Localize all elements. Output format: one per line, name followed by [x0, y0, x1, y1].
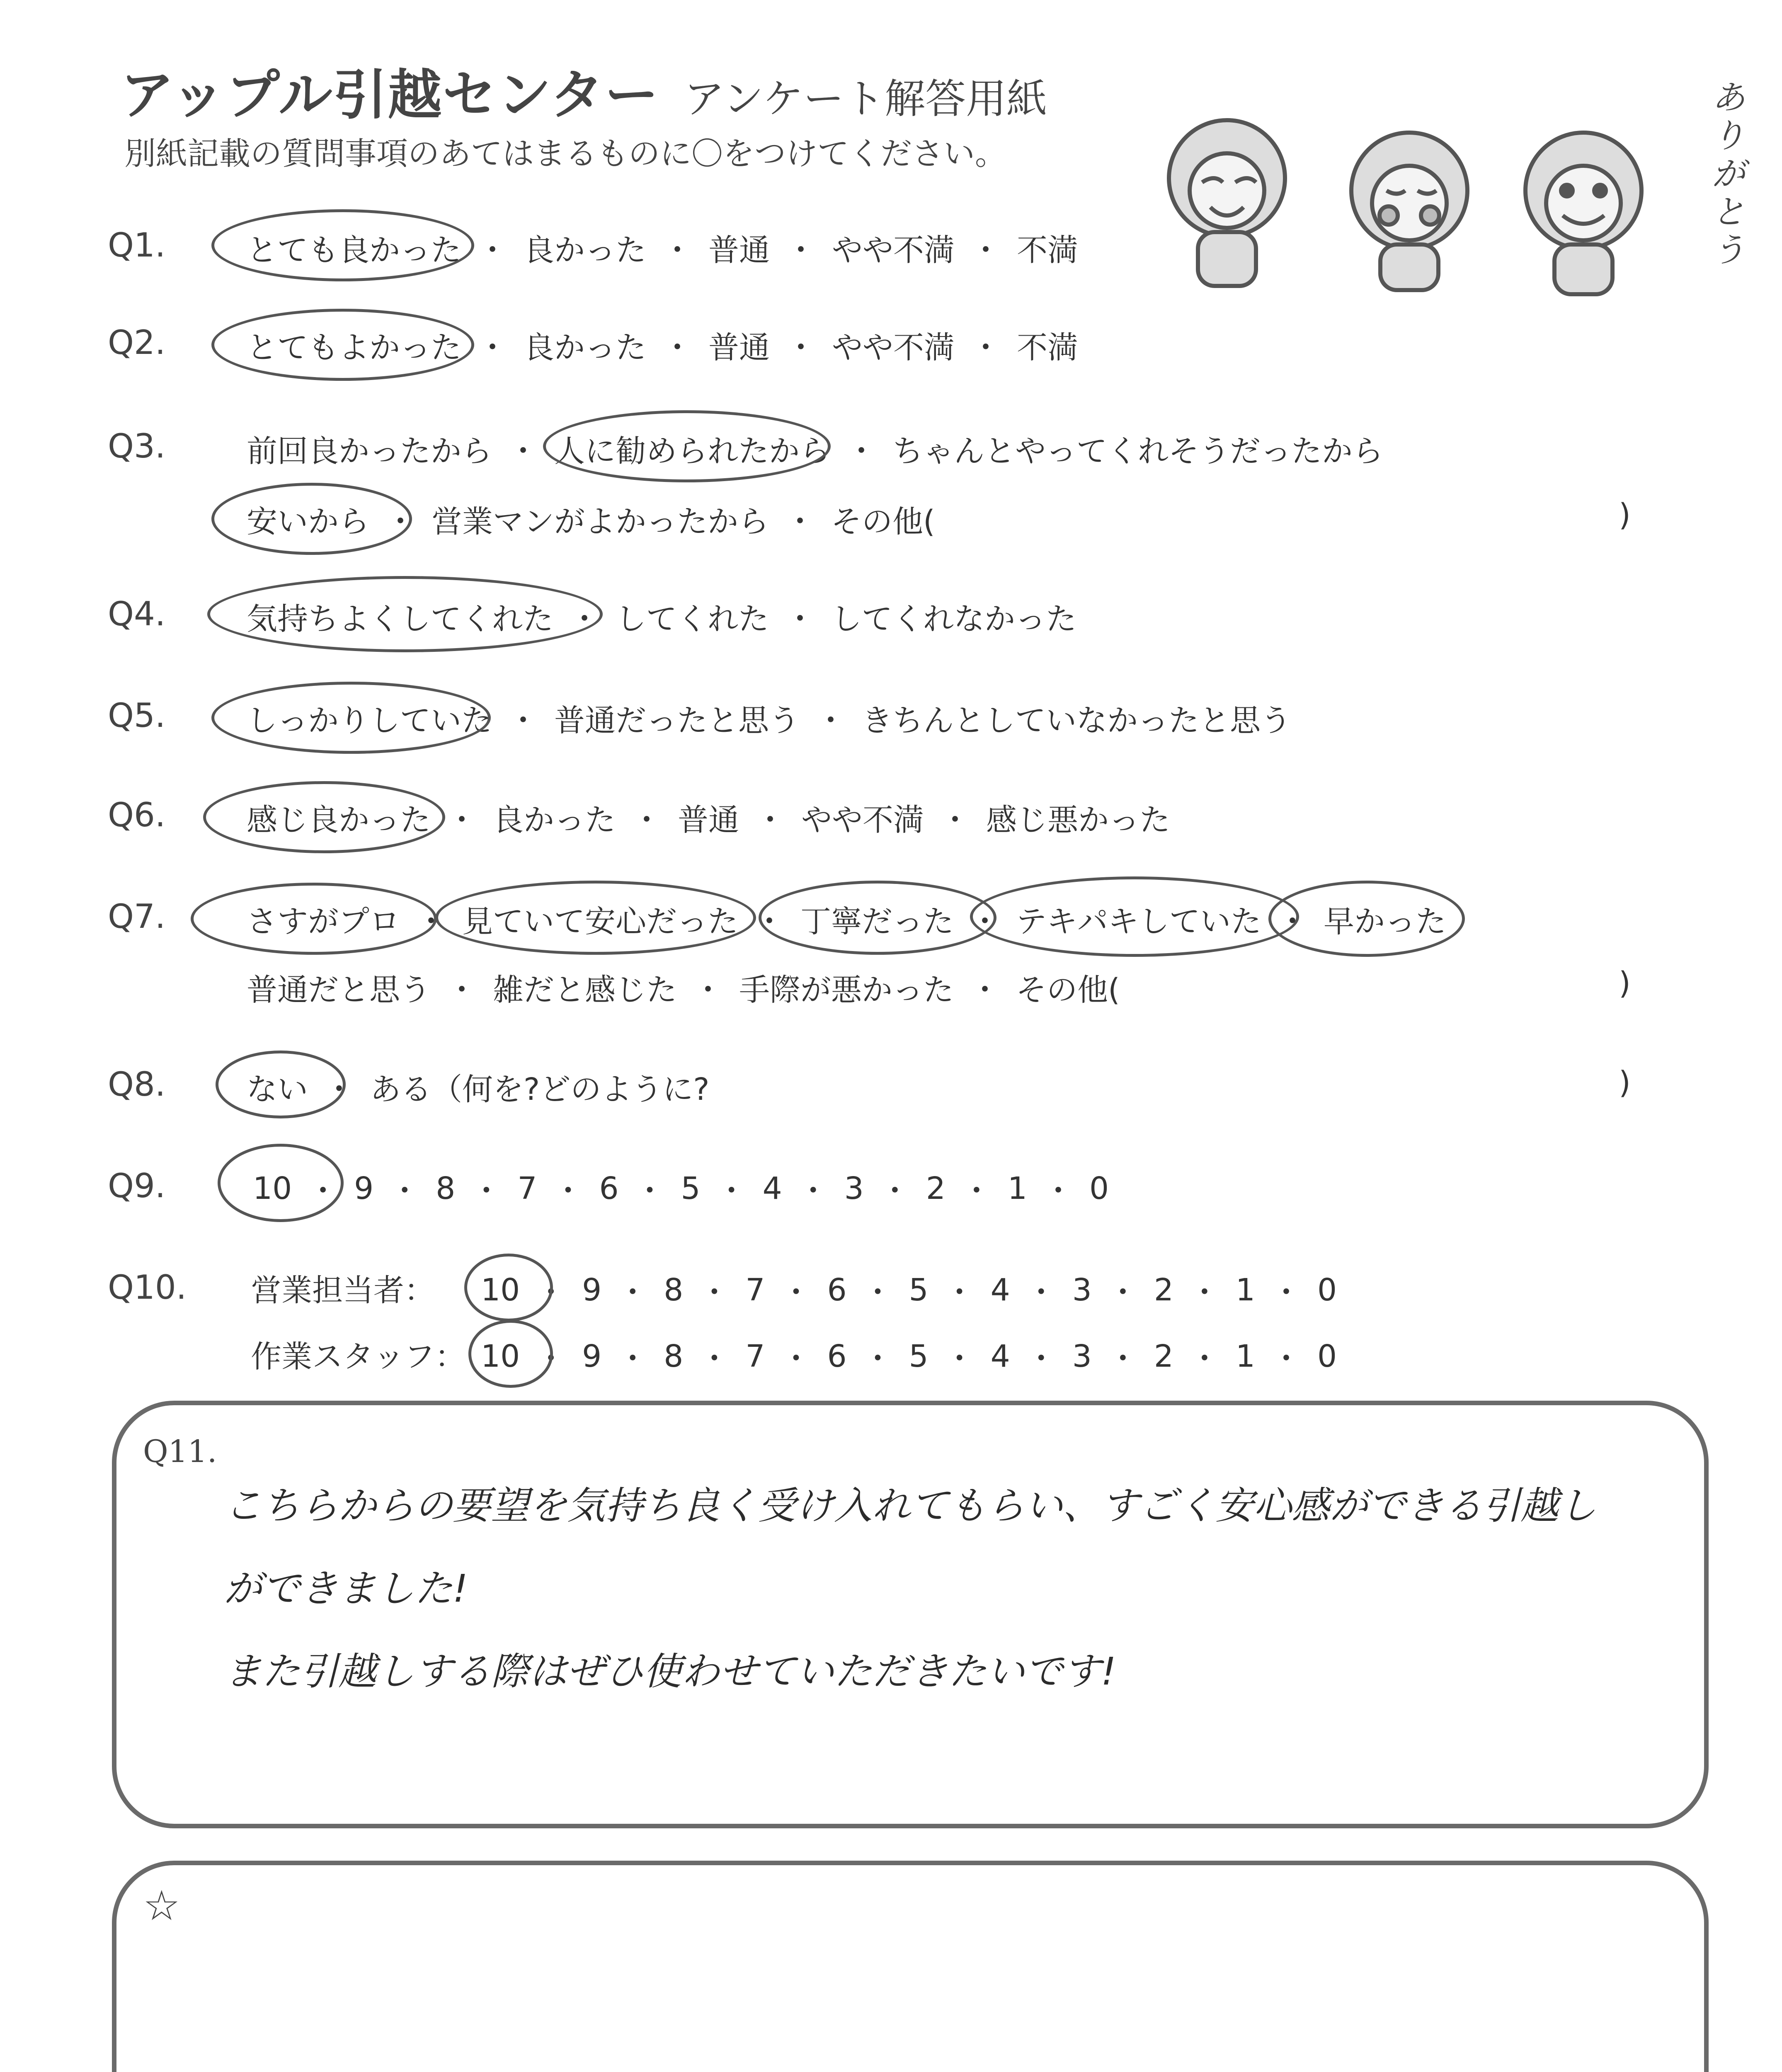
q11-comment-box[interactable] — [112, 1401, 1709, 1828]
q7-selection-circle-4 — [970, 876, 1299, 957]
q3-other-close: ) — [1619, 497, 1631, 533]
q10-sales-score-4[interactable]: 4 — [990, 1272, 1010, 1308]
q11-label: Q11. — [143, 1434, 217, 1469]
q8-option-1[interactable]: ない — [247, 1072, 308, 1107]
q7-options-row2: 普通だと思う ・ 雑だと感じた ・ 手際が悪かった ・ その他( — [247, 966, 1136, 1009]
q7-selection-circle-1 — [191, 883, 437, 955]
q7-label: Q7. — [108, 897, 166, 936]
q7-option-1[interactable]: さすがプロ — [247, 904, 400, 939]
q7-option-5[interactable]: 早かった — [1324, 904, 1446, 939]
q9-score-10[interactable]: 10 — [253, 1171, 292, 1206]
q7-selection-circle-3 — [759, 881, 996, 955]
q9-label: Q9. — [108, 1167, 166, 1205]
q9-score-9[interactable]: 9 — [354, 1171, 374, 1206]
q7-option-9[interactable]: その他( — [1016, 972, 1120, 1008]
q10-staff-score-4[interactable]: 4 — [990, 1339, 1010, 1374]
q1-option-5[interactable]: 不満 — [1017, 232, 1078, 268]
q3-option-1[interactable]: 前回良かったから — [247, 433, 492, 469]
q10-staff-score-2[interactable]: 2 — [1154, 1339, 1173, 1374]
form-title: アップル引越センター — [120, 63, 659, 126]
q7-option-8[interactable]: 手際が悪かった — [739, 972, 954, 1008]
q5-option-1[interactable]: しっかりしていた — [247, 703, 492, 738]
q8-options: ない ・ ある（何を?どのように? — [247, 1065, 725, 1109]
q10-staff-score-8[interactable]: 8 — [664, 1339, 684, 1374]
q10-sales-score-9[interactable]: 9 — [582, 1272, 602, 1308]
q5-options: しっかりしていた ・ 普通だったと思う ・ きちんとしていなかったと思う — [247, 696, 1307, 740]
q9-score-5[interactable]: 5 — [681, 1171, 701, 1206]
q2-label: Q2. — [108, 323, 166, 362]
q7-other-close: ) — [1619, 966, 1631, 1001]
q9-score-3[interactable]: 3 — [844, 1171, 864, 1206]
q10-staff-score-7[interactable]: 7 — [745, 1339, 765, 1374]
q11-comment-line-1: こちらからの要望を気持ち良く受け入れてもらい、すごく安心感ができる引越し — [224, 1484, 1597, 1528]
q7-option-7[interactable]: 雑だと感じた — [493, 972, 677, 1008]
q1-option-3[interactable]: 普通 — [708, 232, 770, 268]
q10-sales-score-8[interactable]: 8 — [664, 1272, 684, 1308]
q3-option-3[interactable]: ちゃんとやってくれそうだったから — [892, 433, 1383, 469]
q10-sales-score-5[interactable]: 5 — [909, 1272, 929, 1308]
star-comment-box[interactable] — [112, 1861, 1709, 2072]
q4-option-1[interactable]: 気持ちよくしてくれた — [247, 601, 553, 637]
q10-staff-label: 作業スタッフ： — [251, 1339, 466, 1375]
q9-score-7[interactable]: 7 — [517, 1171, 537, 1206]
q7-option-4[interactable]: テキパキしていた — [1016, 904, 1261, 939]
q10-staff-score-3[interactable]: 3 — [1072, 1339, 1092, 1374]
q10-sales-score-0[interactable]: 0 — [1317, 1272, 1337, 1308]
q6-option-3[interactable]: 普通 — [678, 802, 739, 838]
q10-staff-score-1[interactable]: 1 — [1235, 1339, 1256, 1374]
q9-score-1[interactable]: 1 — [1007, 1171, 1028, 1206]
q1-options: とても良かった ・ 良かった ・ 普通 ・ やや不満 ・ 不満 — [247, 226, 1094, 270]
q5-option-3[interactable]: きちんとしていなかったと思う — [862, 703, 1291, 738]
q6-option-5[interactable]: 感じ悪かった — [986, 802, 1170, 838]
q6-option-1[interactable]: 感じ良かった — [247, 802, 431, 838]
q9-score-4[interactable]: 4 — [762, 1171, 782, 1206]
q2-options: とてもよかった ・ 良かった ・ 普通 ・ やや不満 ・ 不満 — [247, 323, 1094, 367]
q9-scale: 10 ・ 9 ・ 8 ・ 7 ・ 6 ・ 5 ・ 4 ・ 3 ・ 2 ・ 1 ・ 0 — [253, 1171, 1109, 1209]
q3-option-2[interactable]: 人に勧められたから — [554, 433, 830, 469]
q10-sales-score-7[interactable]: 7 — [745, 1272, 765, 1308]
q2-option-2[interactable]: 良かった — [524, 330, 646, 366]
q11-comment-line-3: また引越しする際はぜひ使わせていただきたいです! — [224, 1649, 1116, 1694]
q3-option-4[interactable]: 安いから — [247, 504, 369, 540]
q3-options-row2: 安いから ・ 営業マンがよかったから ・ その他( — [247, 497, 951, 541]
q9-score-8[interactable]: 8 — [436, 1171, 456, 1206]
q2-option-4[interactable]: やや不満 — [832, 330, 955, 366]
q3-options-row1: 前回良かったから ・ 人に勧められたから ・ ちゃんとやってくれそうだったから — [247, 427, 1399, 471]
q5-option-2[interactable]: 普通だったと思う — [554, 703, 800, 738]
q2-option-1[interactable]: とてもよかった — [247, 330, 461, 366]
q10-staff-selection-circle — [468, 1320, 553, 1388]
q7-option-2[interactable]: 見ていて安心だった — [462, 904, 738, 939]
q3-option-5[interactable]: 営業マンがよかったから — [432, 504, 769, 540]
mascot-caption: ありがとう — [1712, 78, 1745, 269]
q4-options: 気持ちよくしてくれた ・ してくれた ・ してくれなかった — [247, 595, 1092, 639]
q10-staff-score-10[interactable]: 10 — [481, 1339, 520, 1374]
q8-close: ) — [1619, 1065, 1631, 1101]
q9-score-6[interactable]: 6 — [599, 1171, 619, 1206]
q10-sales-selection-circle — [464, 1254, 553, 1322]
q4-selection-circle — [207, 576, 603, 652]
q10-sales-score-1[interactable]: 1 — [1235, 1272, 1256, 1308]
q6-label: Q6. — [108, 796, 166, 834]
q5-selection-circle — [211, 682, 491, 754]
q10-sales-label: 営業担当者： — [251, 1273, 435, 1308]
q7-option-3[interactable]: 丁寧だった — [800, 904, 954, 939]
q3-option-6[interactable]: その他( — [831, 504, 935, 540]
q1-option-4[interactable]: やや不満 — [832, 232, 955, 268]
q6-options: 感じ良かった ・ 良かった ・ 普通 ・ やや不満 ・ 感じ悪かった — [247, 796, 1186, 840]
form-subtitle: アンケート解答用紙 — [684, 75, 1047, 123]
q10-sales-score-3[interactable]: 3 — [1072, 1272, 1092, 1308]
q9-selection-circle — [218, 1144, 344, 1222]
q10-staff-score-6[interactable]: 6 — [827, 1339, 847, 1374]
q10-staff-score-5[interactable]: 5 — [909, 1339, 929, 1374]
q6-option-4[interactable]: やや不満 — [801, 802, 924, 838]
q7-options-row1: さすがプロ ・ 見ていて安心だった ・ 丁寧だった ・ テキパキしていた ・ 早かった — [247, 897, 1462, 941]
q6-option-2[interactable]: 良かった — [493, 802, 616, 838]
q8-option-2[interactable]: ある（何を?どのように? — [370, 1072, 710, 1107]
q2-selection-circle — [211, 309, 474, 381]
q10-sales-score-6[interactable]: 6 — [827, 1272, 847, 1308]
q9-score-2[interactable]: 2 — [926, 1171, 946, 1206]
q3-selection-circle-2 — [211, 483, 412, 555]
q10-staff-score-9[interactable]: 9 — [582, 1339, 602, 1374]
q10-sales-scale: 10 ・ 9 ・ 8 ・ 7 ・ 6 ・ 5 ・ 4 ・ 3 ・ 2 ・ 1 ・ 0 — [481, 1272, 1337, 1310]
q10-staff-scale: 10 ・ 9 ・ 8 ・ 7 ・ 6 ・ 5 ・ 4 ・ 3 ・ 2 ・ 1 ・ 0 — [481, 1339, 1337, 1377]
q7-option-6[interactable]: 普通だと思う — [247, 972, 431, 1008]
q3-selection-circle-1 — [543, 410, 831, 482]
q9-score-0[interactable]: 0 — [1089, 1171, 1109, 1206]
q1-label: Q1. — [108, 226, 166, 264]
instruction-text: 別紙記載の質問事項のあてはまるものに〇をつけてください。 — [124, 135, 1006, 172]
q5-label: Q5. — [108, 696, 166, 735]
q10-sales-score-10[interactable]: 10 — [481, 1272, 520, 1308]
q2-option-5[interactable]: 不満 — [1017, 330, 1078, 366]
q11-comment-line-2: ができました! — [224, 1566, 468, 1611]
mascot-illustration — [1152, 66, 1700, 298]
q3-label: Q3. — [108, 427, 166, 465]
q10-staff-score-0[interactable]: 0 — [1317, 1339, 1337, 1374]
star-icon: ☆ — [143, 1881, 180, 1930]
q8-selection-circle — [216, 1051, 346, 1118]
q10-sales-score-2[interactable]: 2 — [1154, 1272, 1173, 1308]
q4-option-2[interactable]: してくれた — [616, 601, 769, 637]
q1-option-2[interactable]: 良かった — [524, 232, 646, 268]
q10-label: Q10. — [108, 1268, 187, 1307]
q7-selection-circle-2 — [435, 881, 756, 955]
q2-option-3[interactable]: 普通 — [708, 330, 770, 366]
q4-option-3[interactable]: してくれなかった — [831, 601, 1076, 637]
q1-option-1[interactable]: とても良かった — [247, 232, 461, 268]
q8-label: Q8. — [108, 1065, 166, 1104]
q6-selection-circle — [203, 781, 445, 853]
q7-selection-circle-5 — [1268, 881, 1465, 957]
q4-label: Q4. — [108, 595, 166, 633]
q1-selection-circle — [211, 209, 474, 281]
